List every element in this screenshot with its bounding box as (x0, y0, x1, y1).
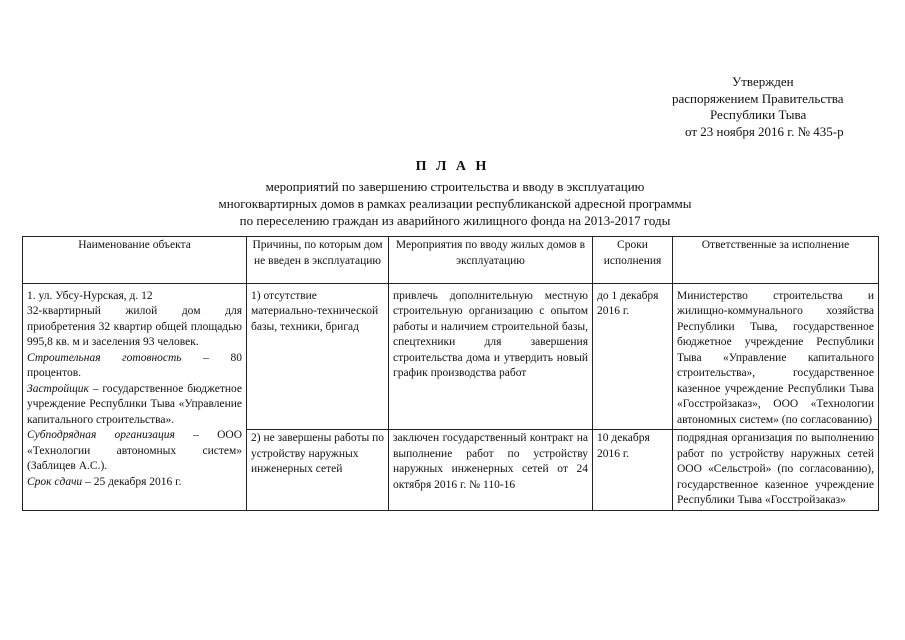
header-object: Наименование объекта (23, 237, 247, 284)
subtitle-line-1: мероприятий по завершению строительства и вводу в эксплуатацию (265, 179, 645, 194)
subcontractor-value: – ООО «Технологии автономных систем» (Заблицев А.С.). (27, 429, 243, 472)
object-subcontractor (27, 428, 242, 475)
document-subtitle (160, 178, 750, 229)
document-title: П Л А Н (415, 159, 490, 174)
object-deadline (27, 475, 242, 491)
developer-label: Застройщик (27, 382, 89, 395)
header-measures: Мероприятия по вводу жилых домов в эксплуатацию (389, 237, 593, 284)
plan-table (22, 236, 879, 511)
subtitle-line-3: по переселению граждан из аварийного жилищного фонда на 2013-2017 годы (239, 213, 671, 228)
approval-line-3: Республики Тыва (710, 107, 807, 122)
header-terms: Сроки исполнения (593, 237, 673, 284)
object-readiness (27, 351, 242, 382)
deadline-value: – 25 декабря 2016 г. (82, 475, 182, 488)
developer-value: – государственное бюджетное учреждение Республики Тыва «Управление капитального строительства». (27, 382, 242, 426)
reason-cell: 2) не завершены работы по устройству наружных инженерных сетей (247, 430, 389, 511)
deadline-label: Срок сдачи (27, 475, 83, 488)
readiness-value: – 80 процентов. (27, 351, 242, 379)
table-row (23, 288, 879, 430)
measure-cell: заключен государственный контракт на выполнение работ по устройству наружных инженерных сетей от 24 октября 2016 г. № 110-16 (389, 430, 593, 511)
approval-line-4: от 23 ноября 2016 г. № 435-р (685, 123, 844, 139)
reason-cell: 1) отсутствие материально-технической базы, техники, бригад (247, 288, 389, 430)
readiness-label: Строительная готовность (27, 351, 182, 364)
object-developer (27, 382, 242, 429)
object-cell (23, 288, 247, 511)
approval-line-2: распоряжением Правительства (672, 90, 844, 106)
term-cell: до 1 декабря 2016 г. (593, 288, 673, 430)
responsible-cell: Министерство строительства и жилищно-коммунального хозяйства Республики Тыва, государственное бюджетное учреждение Республики Тыва «Управление капитального строительства», государственное казенное учреждение Республики Тыва «Госстройзаказ», ООО «Технологии автономных систем» (по согласованию) (673, 288, 879, 430)
subcontractor-label: Субподрядная организация (27, 429, 175, 441)
object-address: 1. ул. Убсу-Нурская, д. 12 (27, 289, 153, 302)
object-description: 32-квартирный жилой дом для приобретения 32 квартир общей площадью 995,8 кв. м и заселения 93 человек. (27, 305, 242, 348)
table-header-row (23, 237, 879, 284)
term-cell: 10 декабря 2016 г. (593, 430, 673, 511)
approval-line-1: Утвержден (732, 74, 794, 89)
approval-stamp (672, 74, 872, 140)
header-reasons: Причины, по которым дом не введен в эксплуатацию (247, 237, 389, 284)
subtitle-line-2: многоквартирных домов в рамках реализации республиканской адресной программы (218, 196, 692, 211)
header-responsible: Ответственные за исполнение (673, 237, 879, 284)
measure-cell: привлечь дополнительную местную строительную организацию с опытом работы и наличием строительной базы, спецтехники для завершения строительства дома и утвердить новый график производства работ (389, 288, 593, 430)
responsible-cell: подрядная организация по выполнению работ по устройству наружных сетей ООО «Сельстрой» (по согласованию), государственное казенное учреждение Республики Тыва «Госстройзаказ» (673, 430, 879, 511)
